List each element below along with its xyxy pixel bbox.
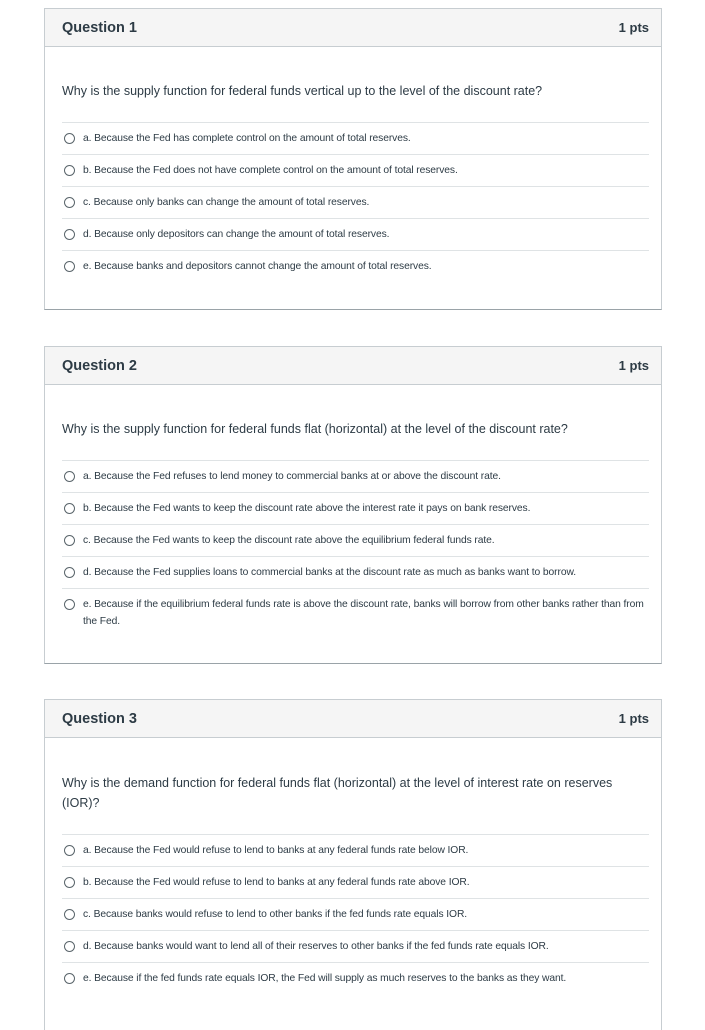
radio-button-icon[interactable] bbox=[64, 503, 75, 514]
radio-button-icon[interactable] bbox=[64, 909, 75, 920]
answer-label[interactable]: e. Because if the fed funds rate equals IOR, the Fed will supply as much reserves to the banks as they want. bbox=[83, 973, 567, 984]
answer-option-a[interactable] bbox=[62, 460, 649, 492]
question-card-3 bbox=[44, 699, 662, 1030]
question-text: Why is the supply function for federal funds flat (horizontal) at the level of the discount rate? bbox=[62, 422, 568, 436]
radio-button-icon[interactable] bbox=[64, 845, 75, 856]
answer-option-a[interactable] bbox=[62, 122, 649, 154]
question-points: 1 pts bbox=[618, 20, 649, 35]
answer-option-d[interactable] bbox=[62, 218, 649, 250]
radio-button-icon[interactable] bbox=[64, 973, 75, 984]
answer-label[interactable]: d. Because the Fed supplies loans to commercial banks at the discount rate as much as banks want to borrow. bbox=[83, 567, 576, 578]
answer-label[interactable]: d. Because banks would want to lend all of their reserves to other banks if the fed funds rate equals IOR. bbox=[83, 941, 549, 952]
radio-button-icon[interactable] bbox=[64, 471, 75, 482]
answer-option-d[interactable] bbox=[62, 930, 649, 962]
answer-option-b[interactable] bbox=[62, 154, 649, 186]
radio-button-icon[interactable] bbox=[64, 599, 75, 610]
question-card-1 bbox=[44, 8, 662, 310]
question-header bbox=[45, 9, 661, 47]
radio-button-icon[interactable] bbox=[64, 941, 75, 952]
question-points: 1 pts bbox=[618, 711, 649, 726]
answer-label[interactable]: a. Because the Fed refuses to lend money to commercial banks at or above the discount rate. bbox=[83, 471, 501, 482]
radio-button-icon[interactable] bbox=[64, 229, 75, 240]
question-body bbox=[45, 738, 661, 994]
answer-label[interactable]: b. Because the Fed would refuse to lend to banks at any federal funds rate above IOR. bbox=[83, 877, 470, 888]
answer-label[interactable]: c. Because only banks can change the amount of total reserves. bbox=[83, 197, 370, 208]
answer-option-b[interactable] bbox=[62, 492, 649, 524]
answer-label[interactable]: e. Because banks and depositors cannot change the amount of total reserves. bbox=[83, 261, 432, 272]
answer-label[interactable]: e. Because if the equilibrium federal funds rate is above the discount rate, banks will borrow from other banks rather than from the Fed. bbox=[83, 599, 644, 627]
answer-option-e[interactable] bbox=[62, 250, 649, 282]
answer-label[interactable]: a. Because the Fed would refuse to lend to banks at any federal funds rate below IOR. bbox=[83, 845, 469, 856]
answer-option-e[interactable] bbox=[62, 962, 649, 994]
answer-option-b[interactable] bbox=[62, 866, 649, 898]
question-header bbox=[45, 347, 661, 385]
radio-button-icon[interactable] bbox=[64, 133, 75, 144]
answer-label[interactable]: a. Because the Fed has complete control on the amount of total reserves. bbox=[83, 133, 411, 144]
answer-option-d[interactable] bbox=[62, 556, 649, 588]
radio-button-icon[interactable] bbox=[64, 261, 75, 272]
question-points: 1 pts bbox=[618, 358, 649, 373]
answer-label[interactable]: d. Because only depositors can change the amount of total reserves. bbox=[83, 229, 390, 240]
radio-button-icon[interactable] bbox=[64, 165, 75, 176]
answer-label[interactable]: c. Because the Fed wants to keep the discount rate above the equilibrium federal funds rate. bbox=[83, 535, 495, 546]
question-text: Why is the supply function for federal funds vertical up to the level of the discount rate? bbox=[62, 84, 543, 98]
answer-option-c[interactable] bbox=[62, 524, 649, 556]
question-title: Question 1 bbox=[62, 19, 137, 36]
radio-button-icon[interactable] bbox=[64, 535, 75, 546]
answer-list bbox=[62, 460, 649, 637]
question-header bbox=[45, 700, 661, 738]
question-body bbox=[45, 385, 661, 637]
answer-list bbox=[62, 834, 649, 994]
answer-option-c[interactable] bbox=[62, 898, 649, 930]
radio-button-icon[interactable] bbox=[64, 197, 75, 208]
radio-button-icon[interactable] bbox=[64, 567, 75, 578]
question-text: Why is the demand function for federal funds flat (horizontal) at the level of interest rate on reserves (IOR)? bbox=[62, 776, 613, 810]
question-body bbox=[45, 47, 661, 282]
radio-button-icon[interactable] bbox=[64, 877, 75, 888]
question-title: Question 3 bbox=[62, 710, 137, 727]
answer-option-c[interactable] bbox=[62, 186, 649, 218]
answer-list bbox=[62, 122, 649, 282]
answer-label[interactable]: b. Because the Fed wants to keep the discount rate above the interest rate it pays on bank reserves. bbox=[83, 503, 531, 514]
question-title: Question 2 bbox=[62, 357, 137, 374]
answer-option-e[interactable] bbox=[62, 588, 649, 637]
question-card-2 bbox=[44, 346, 662, 664]
answer-option-a[interactable] bbox=[62, 834, 649, 866]
answer-label[interactable]: c. Because banks would refuse to lend to other banks if the fed funds rate equals IOR. bbox=[83, 909, 468, 920]
answer-label[interactable]: b. Because the Fed does not have complete control on the amount of total reserves. bbox=[83, 165, 458, 176]
